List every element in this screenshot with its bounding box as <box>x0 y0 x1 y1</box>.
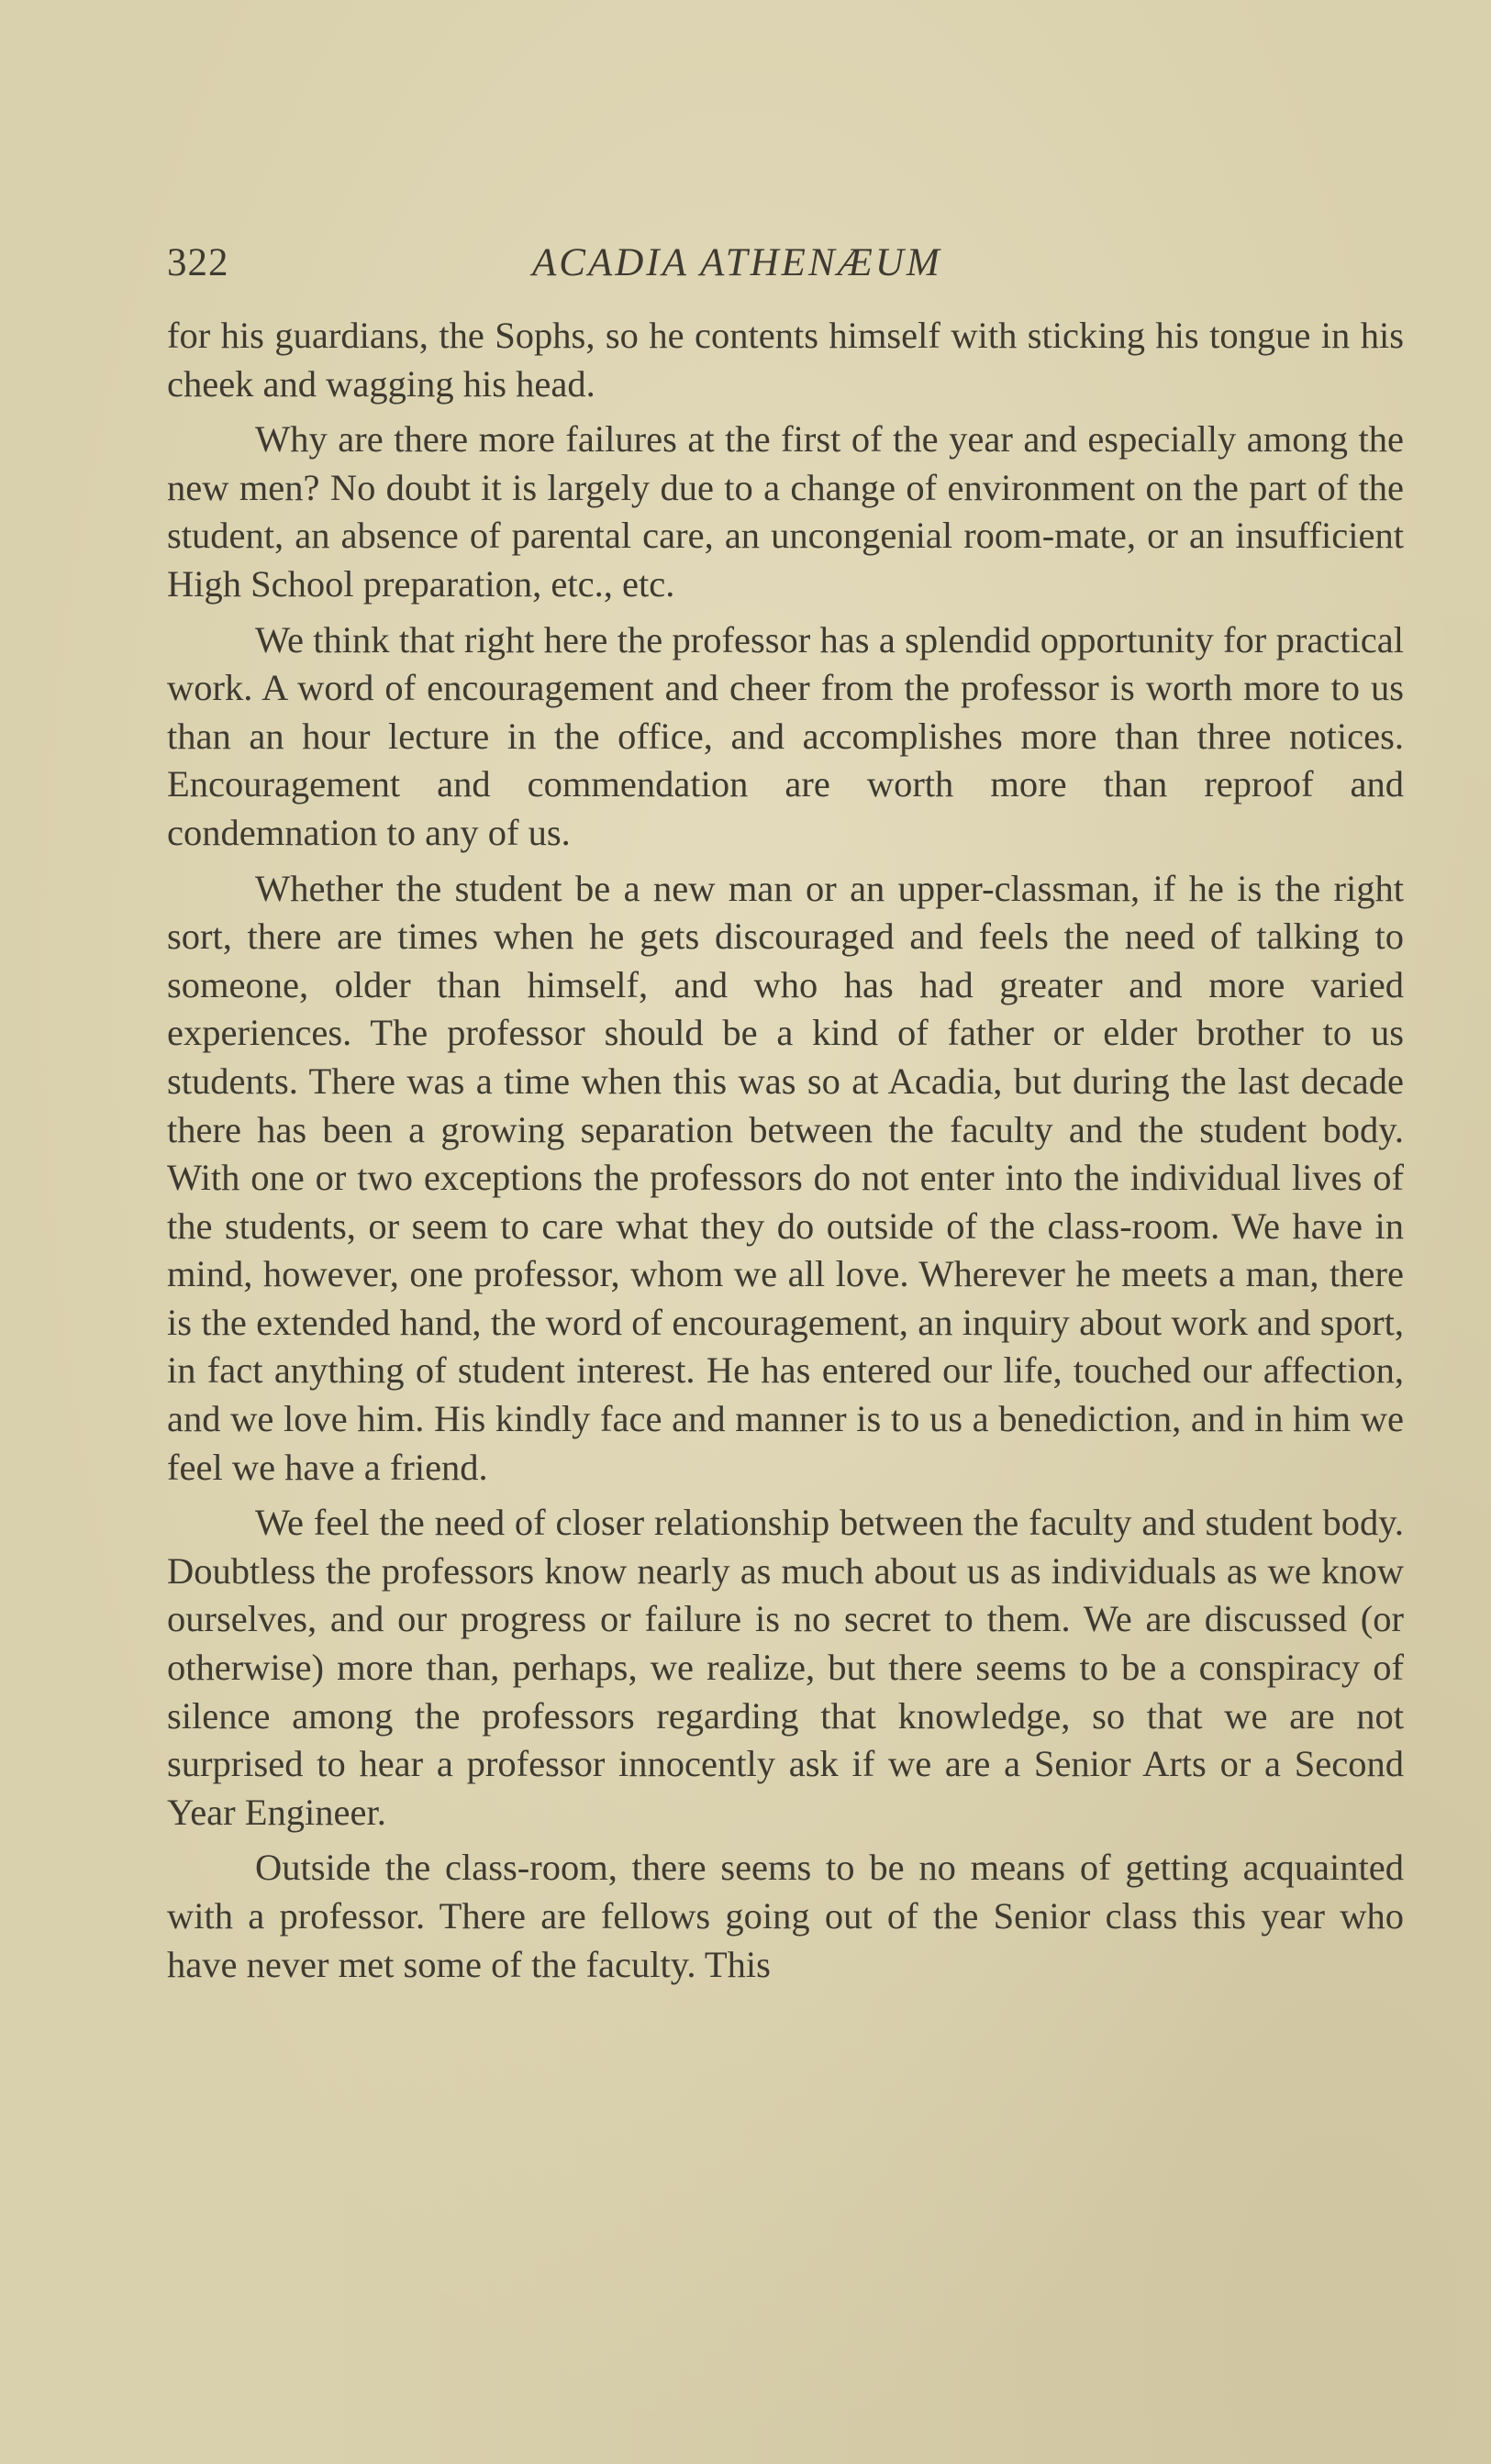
paragraph-outside-classroom: Outside the class-room, there seems to be no means of getting acquainted with a professor. There are fellows going out of the Senior class this year who have never met some of the faculty. This <box>167 1847 1404 1985</box>
page-number: 322 <box>167 241 229 284</box>
paragraph-continuation: for his guardians, the Sophs, so he contents himself with sticking his tongue in his cheek and wagging his head. <box>167 315 1404 405</box>
book-page <box>167 240 1404 1989</box>
page-header <box>167 240 1404 305</box>
body-text <box>167 312 1404 1989</box>
paragraph-father-figure: Whether the student be a new man or an upper-classman, if he is the right sort, there are times when he gets discouraged and feels the need of talking to someone, older than himself, and who has had greater and more varied experiences. The professor should be a kind of father or elder brother to us students. There was a time when this was so at Acadia, but during the last decade there has been a growing separation between the faculty and the student body. With one or two exceptions the professors do not enter into the individual lives of the students, or seem to care what they do outside of the class-room. We have in mind, however, one professor, whom we all love. Wherever he meets a man, there is the extended hand, the word of encouragement, an inquiry about work and sport, in fact anything of student interest. He has entered our life, touched our affection, and we love him. His kindly face and manner is to us a benediction, and in him we feel we have a friend. <box>167 867 1404 1488</box>
running-title: ACADIA ATHENÆUM <box>532 241 942 284</box>
paragraph-opportunity: We think that right here the professor has a splendid opportunity for practical work. A word of encouragement and cheer from the professor is worth more to us than an hour lecture in the office, and accomplishes more than three notices. Encouragement and commendation are worth more than reproof and condemnation to any of us. <box>167 618 1404 853</box>
paragraph-closer-relationship: We feel the need of closer relationship between the faculty and student body. Doubtless the professors know nearly as much about us as individuals as we know ourselves, and our progress or failure is no secret to them. We are discussed (or otherwise) more than, perhaps, we realize, but there seems to be a conspiracy of silence among the professors regarding that knowledge, so that we are not surprised to hear a professor innocently ask if we are a Senior Arts or a Second Year Engineer. <box>167 1502 1404 1833</box>
paragraph-failures: Why are there more failures at the first of the year and especially among the new men? No doubt it is largely due to a change of environment on the part of the student, an absence of parental care, an uncongenial room-mate, or an insufficient High School preparation, etc., etc. <box>167 418 1404 605</box>
